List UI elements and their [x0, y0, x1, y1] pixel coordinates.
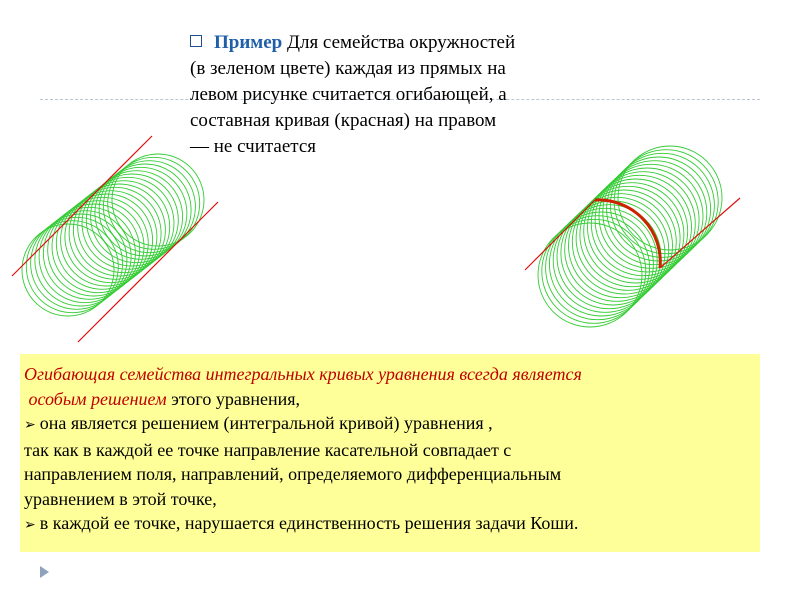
- example-line-4: составная кривая (красная) на правом: [190, 110, 497, 131]
- special-solution-line: [24, 387, 756, 412]
- example-keyword: Пример: [214, 32, 283, 53]
- reason-line-2: направлением поля, направлений, определяемого дифференциальным: [24, 464, 562, 484]
- reason-line-1: так как в каждой ее точке направление касательной совпадает с: [24, 439, 512, 460]
- bullet-1-text: она является решением (интегральной кривой) уравнения ,: [39, 413, 493, 433]
- special-rest: этого уравнения,: [166, 388, 301, 409]
- reason-line-3: уравнением в этой точке,: [24, 488, 217, 509]
- circle-family: [538, 146, 722, 327]
- composite-line-lower: [660, 198, 740, 268]
- special-term: особым решением: [28, 388, 167, 409]
- next-slide-arrow-icon[interactable]: [40, 566, 49, 578]
- composite-line-upper: [525, 200, 595, 270]
- example-line-3: левом рисунке считается огибающей, а: [190, 84, 507, 105]
- bullet-1: [24, 411, 756, 438]
- left-figure-envelope-lines: [0, 130, 230, 350]
- note-box: [20, 354, 760, 552]
- bullet-2-text: в каждой ее точке, нарушается единственность решения задачи Коши.: [39, 513, 579, 533]
- example-line-text: Для семейства окружностей: [287, 32, 516, 53]
- bullet-2: [24, 511, 756, 538]
- arrow-bullet-icon: ➢: [24, 517, 36, 533]
- circle-family: [22, 154, 204, 316]
- right-figure-composite-curve: [510, 130, 760, 350]
- arrow-bullet-icon: ➢: [24, 417, 36, 433]
- example-line-2: (в зеленом цвете) каждая из прямых на: [190, 58, 506, 79]
- definition-line: Огибающая семейства интегральных кривых уравнения всегда является: [24, 364, 582, 384]
- square-bullet-icon: [190, 35, 202, 47]
- example-line-1: [190, 30, 590, 56]
- example-line-5: — не считается: [190, 136, 316, 157]
